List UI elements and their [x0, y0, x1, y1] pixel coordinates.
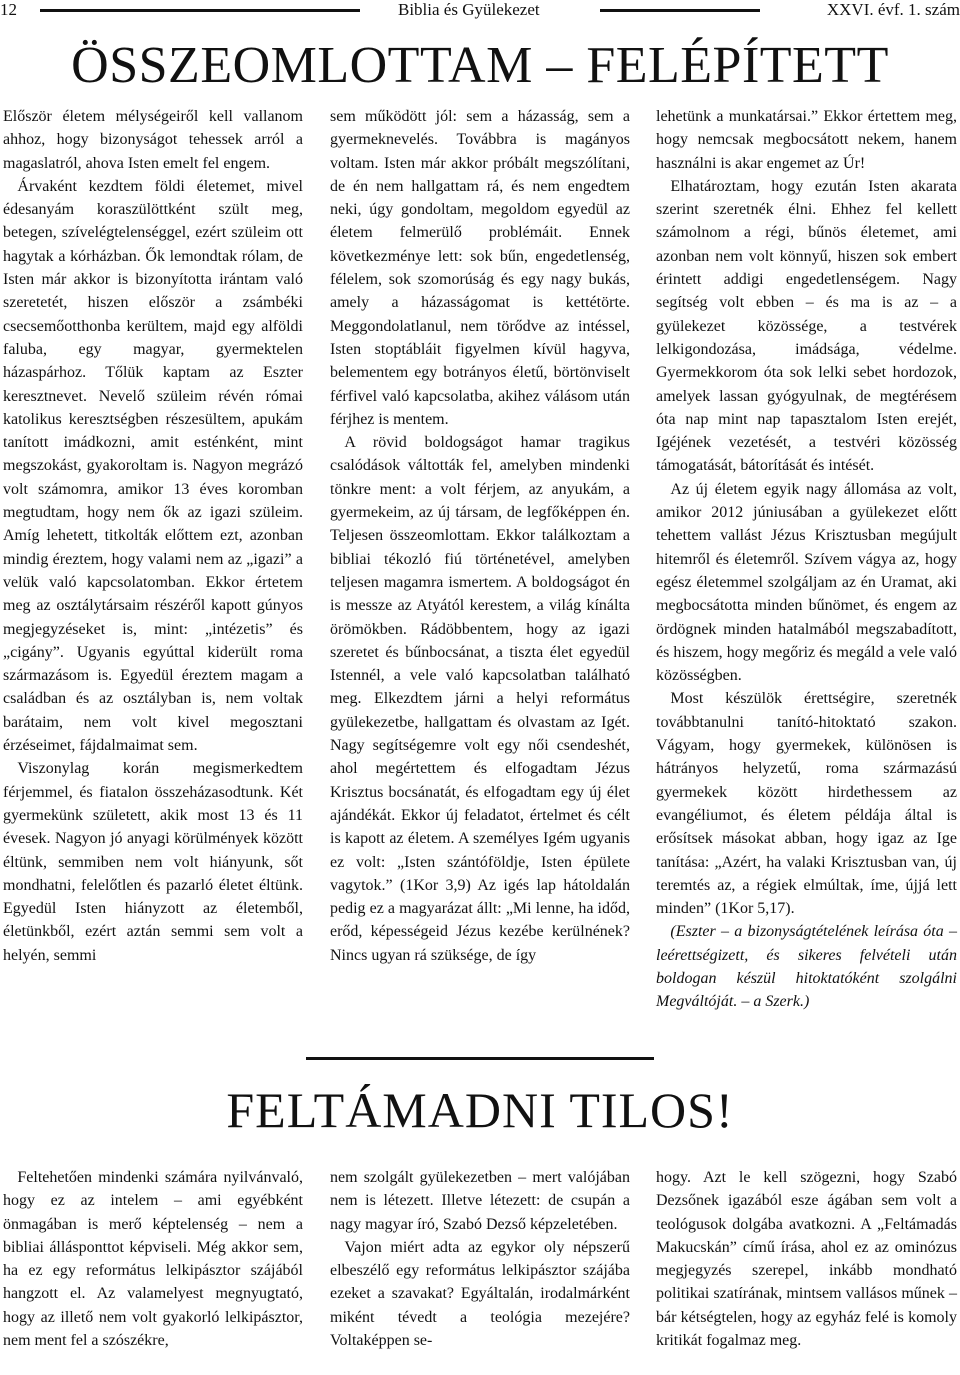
running-header [0, 0, 960, 22]
paragraph: Először életem mélységeiről kell vallanom ahhoz, hogy bizonyságot tehessek arról a magaslatról, ahova Isten emelt fel engem. [3, 108, 303, 172]
paragraph: Vajon miért adta az egykor oly népszerű elbeszélő egy református lelkipásztor szájába ezeket a szavakat? Egyáltalán, irodalmárként miként tévedt a teológia mezejére? Voltaképpen se- [330, 1238, 630, 1350]
paragraph: A rövid boldogságot hamar tragikus csalódások váltották fel, amelyben mindenki tönkre ment: a volt férjem, az anyukám, a gyermekeim, az új társam, de legfőképpen én. Teljesen összeomlottam. Ekkor találkoztam a bibliai tékozló fiú történetével, amelyben teljesen magamra ismertem. A boldogságot én is messze az Atyától kerestem, a világ kínálta örömökben. Rádöbbentem, hogy az igazi szeretet és bűnbocsánat, a tiszta élet egyedül Istennél, a vele való kapcsolatban található meg. Elkezdtem járni a helyi református gyülekezetbe, hallgattam és olvastam az Igét. Nagy segítségemre volt egy női csendeshét, ahol megértettem és elfogadtam Jézus Krisztus bocsánatát, és elfogadtam egy új élet ajándékát. Ekkor új feladatot, értelmet és célt is kapott az életem. A személyes Igém ugyanis ez volt: „Isten szántóföldje, Isten épülete vagytok.” (1Kor 3,9) Az igés lap hátoldalán pedig ez a magyarázat állt: „Mi lenne, ha időd, erőd, képességeid Jézus kezébe kerülnének? Nincs ugyan rá szüksége, de így [330, 434, 630, 964]
article-column-2 [330, 105, 630, 967]
paragraph: Az új életem egyik nagy állomása az volt, amikor 2012 júniusában a gyülekezet előtt tehettem vallást Jézus Krisztusban megújult hitemről és életemről. Szívem vágya az, hogy egész életemmel szolgáljam az én Uramat, aki megbocsátotta minden bűnömet, és engem az ördögnek minden hatalmából megszabadított, és hiszem, hogy megőriz és megáld a vele való közösségben. [656, 480, 957, 685]
paragraph: nem szolgált gyülekezetben – mert valójában nem is létezett. Illetve létezett: de csupán a nagy magyar író, Szabó Dezső képzeletében. [330, 1169, 630, 1233]
second-article-column-3 [656, 1166, 957, 1352]
page-number: 12 [0, 0, 17, 19]
article-column-1 [3, 105, 303, 967]
paragraph: Most készülök érettségire, szeretnék továbbtanulni tanító-hitoktató szakon. Vágyam, hogy gyermekek, különösen is hátrányos helyzetű, roma származású gyermekek között hirdethessem az evangéliumot, és életem példája által is erősítsek másokat abban, hogy igaz az Ige tanítása: „Azért, ha valaki Krisztusban van, új teremtés az, a régiek elmúltak, íme, újjá lett minden” (1Kor 5,17). [656, 690, 957, 918]
header-rule-left [40, 9, 360, 12]
second-article-title: FELTÁMADNI TILOS! [226, 1082, 734, 1138]
issue-label: XXVI. évf. 1. szám [826, 0, 960, 19]
article-divider [306, 1057, 654, 1060]
paragraph: Viszonylag korán megismerkedtem férjemmel, és fiatalon összeházasodtunk. Két gyermekünk született, akik most 13 és 11 évesek. Nagyon jó anyagi körülmények között éltünk, semmiben nem volt hiányunk, sőt mondhatni, felelőtlen és pazarló életet éltünk. Egyedül Isten hiányzott az életemből, életünkből, ezért aztán semmi sem volt a helyén, semmi [3, 760, 303, 964]
header-rule-right [600, 9, 760, 12]
paragraph: Feltehetően mindenki számára nyilvánvaló, hogy ez az intelem – ami egyébként önmagában is merő képtelenség – nem a bibliai állásponttot képviseli. Még akkor sem, ha ez egy református lelkipásztor szájából hangzott el. Az valamelyest megnyugtató, hogy az illető nem volt gyakorló lelkipásztor, nem ment fel a szószékre, [3, 1169, 303, 1350]
article-column-3 [656, 105, 957, 1014]
article-title: ÖSSZEOMLOTTAM – FELÉPÍTETT [71, 37, 889, 94]
paragraph: hogy. Azt le kell szögezni, hogy Szabó Dezsőnek igazából esze ágában sem volt a teológusok dolgába avatkozni. A „Feltámadás Makucskán” című írása, ahol ez az ominózus megjegyzés szerepel, inkább mondható politikai szatírának, mintsem vallásos műnek – bár kétségtelen, hogy az egyház felé is komoly kritikát fogalmaz meg. [656, 1169, 957, 1350]
second-article-column-1 [3, 1166, 303, 1352]
second-article-column-2 [330, 1166, 630, 1352]
paragraph: sem működött jól: sem a házasság, sem a gyermeknevelés. Továbbra is magányos voltam. Isten már akkor próbált megszólítani, de én nem hallgattam rá, és nem engedtem neki, úgy gondoltam, megoldom egyedül az életem felmerülő problémáit. Ennek következménye lett: sok bűn, engedetlenség, félelem, sok szomorúság és egy nagy bukás, amely a házasságomat is kettétörte. Meggondolatlanul, nem törődve az intéssel, Isten stoptábláit figyelmen kívül hagyva, belementem egy botrányos életű, börtönviselt férfivel való kapcsolatba, akihez válásom után férjhez is mentem. [330, 108, 630, 428]
journal-title: Biblia és Gyülekezet [398, 0, 540, 19]
paragraph: lehetünk a munkatársai.” Ekkor értettem meg, hogy nemcsak megbocsátott nekem, hanem használni is akar engemet az Úr! [656, 108, 957, 172]
editor-note: (Eszter – a bizonyságtételének leírása óta – leérettségizett, és sikeres felvételi után boldogan készül hitoktatóként szolgálni Megváltóját. – a Szerk.) [656, 923, 957, 1011]
paragraph: Árvaként kezdtem földi életemet, mivel édesanyám koraszülöttként szült meg, betegen, szívelégtelenséggel, ezért szüleim ott hagytak a kórházban. Ők lemondtak rólam, de Isten már akkor is bizonyította irántam való szeretetét, hiszen először a zsámbéki csecsemőotthonba kerültem, majd egy alföldi faluba, egy magyar, gyermektelen házaspárhoz. Tőlük kaptam az Eszter keresztnevet. Nevelő szüleim révén római katolikus keresztségben részesültem, apukám tanított imádkozni, amit esténként, mint megszokást, gyakoroltam is. Nagyon megrázó volt számomra, amikor 13 éves koromban megtudtam, hogy nem ők az igazi szüleim. Amíg lehetett, titkolták előttem ezt, azonban mindig éreztem, hogy valami nem az „igazi” a velük való kapcsolatomban. Ekkor értetem meg az osztálytársaim részéről kapott gúnyos megjegyzéseket is, mint: „intézetis” és „cigány”. Ugyanis egyúttal kiderült roma származásom is. Egyedül éreztem magam a családban és az osztályban is, nem voltak barátaim, nem volt kivel megosztani érzéseimet, fájdalmaimat sem. [3, 177, 303, 755]
paragraph: Elhatároztam, hogy ezután Isten akarata szerint szeretnék élni. Ehhez fel kellett számolnom a régi, bűnös életemet, ami azonban nem volt könnyű, hiszen sok embert érintett addigi engedetlenségem. Nagy segítség volt ebben – és ma is az – a gyülekezet közössége, a testvérek lelkigondozása, imádsága, védelme. Gyermekkorom óta sok lelki sebet hordozok, amelyek lassan gyógyulnak, de megtérésem óta nap mint nap tapasztalom Isten erejét, Igéjének vezetését, a testvéri közösség támogatását, bátorítását és intését. [656, 177, 957, 475]
